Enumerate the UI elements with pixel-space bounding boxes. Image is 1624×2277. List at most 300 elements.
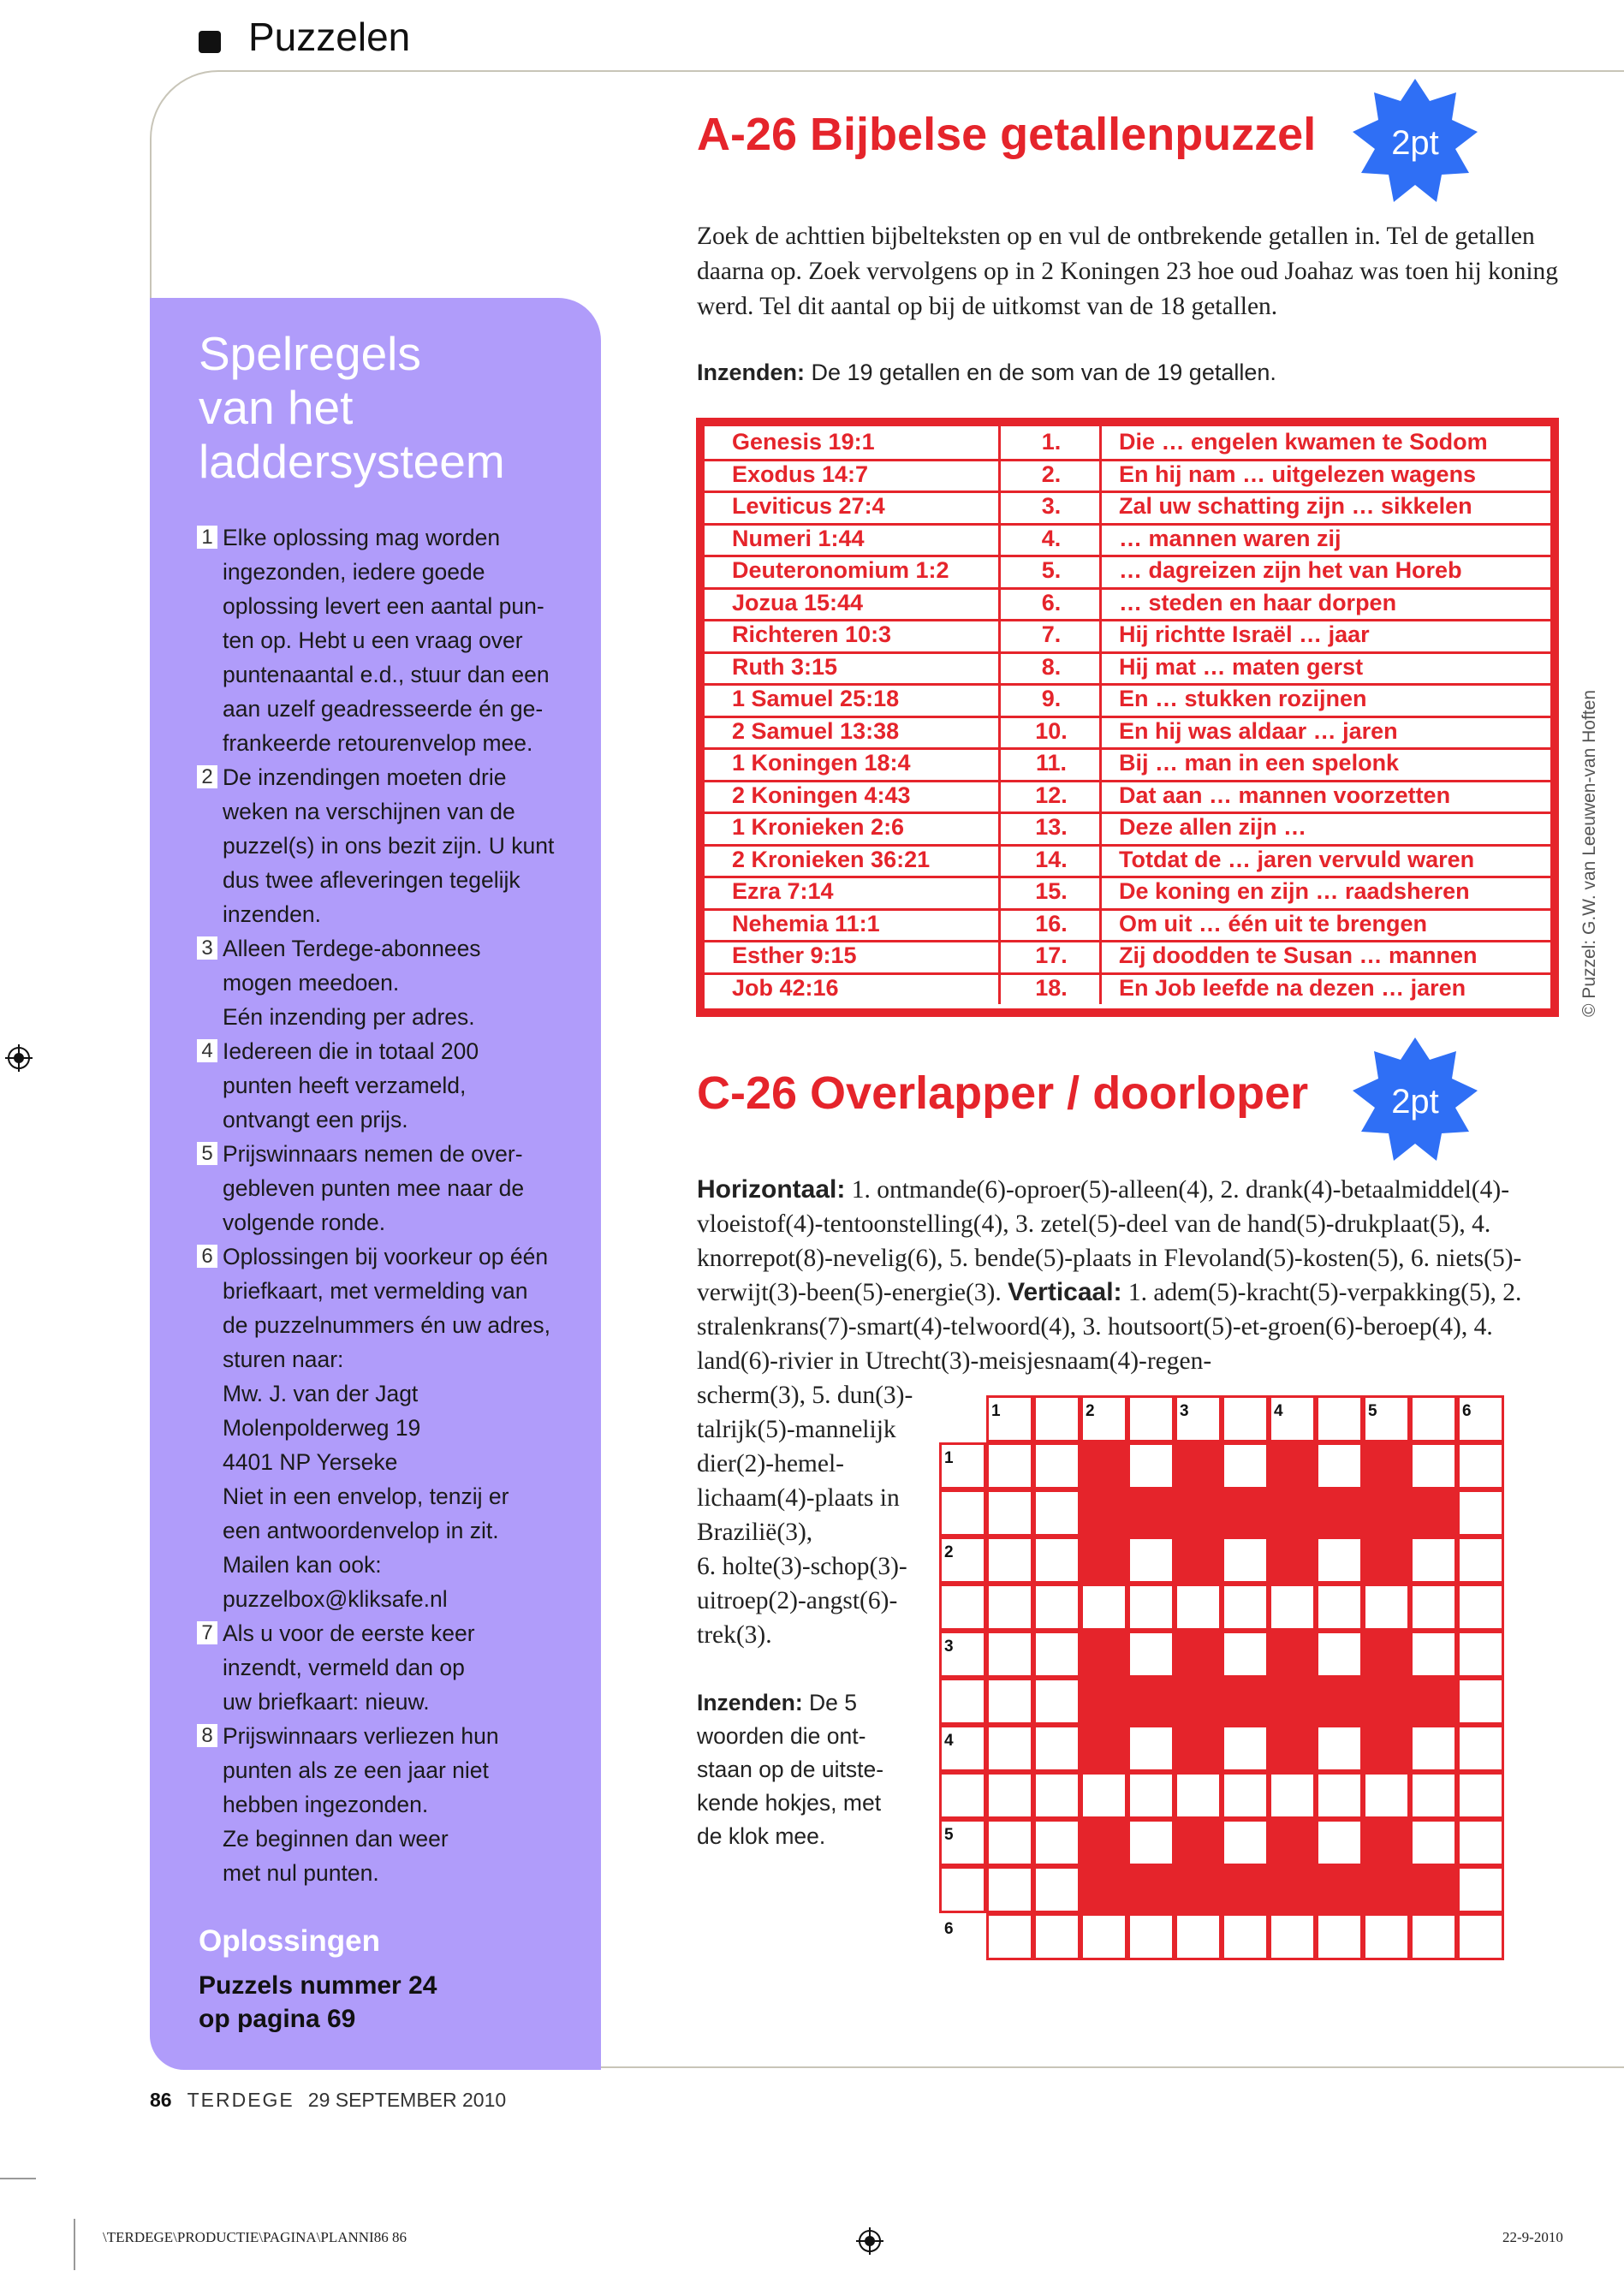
grid-cell xyxy=(986,1442,1033,1489)
grid-cell xyxy=(1175,1772,1222,1819)
table-row xyxy=(705,876,1550,911)
row-number: 15. xyxy=(1003,876,1102,908)
grid-cell xyxy=(1316,1725,1363,1772)
rule-text-line: weken na verschijnen van de xyxy=(223,799,515,824)
verse-fragment: En Job leefde na dezen … jaren xyxy=(1119,974,1466,1001)
grid-cell xyxy=(1033,1489,1080,1537)
grid-cell-shaded xyxy=(1410,1489,1457,1537)
rule-text-line: aan uzelf geadresseerde én ge- xyxy=(223,696,544,722)
grid-cell-shaded xyxy=(1363,1678,1410,1725)
row-number: 12. xyxy=(1003,780,1102,812)
grid-cell xyxy=(1316,1584,1363,1631)
vertical-clue-line: 6. holte(3)-schop(3)- xyxy=(697,1553,907,1580)
vertical-clue-line: lichaam(4)-plaats in xyxy=(697,1484,900,1512)
grid-cell xyxy=(1316,1442,1363,1489)
verse-fragment: Bij … man in een spelonk xyxy=(1119,750,1400,776)
grid-cell xyxy=(1033,1631,1080,1678)
rule-text-line: mogen meedoen. xyxy=(223,970,400,996)
vertical-clue-line: uitroep(2)-angst(6)- xyxy=(697,1587,898,1614)
column-number: 6 xyxy=(1462,1402,1472,1420)
rule-text-line: inzendt, vermeld dan op xyxy=(223,1655,465,1680)
grid-cell xyxy=(1222,1442,1269,1489)
grid-cell xyxy=(1222,1913,1269,1960)
rule-text-line: puntenaantal e.d., stuur dan een xyxy=(223,662,550,687)
grid-cell xyxy=(1080,1772,1127,1819)
grid-cell xyxy=(939,1678,986,1725)
grid-cell-shaded xyxy=(1410,1866,1457,1913)
rule-text-line: Niet in een envelop, tenzij er xyxy=(223,1483,509,1509)
grid-cell-shaded xyxy=(1080,1725,1127,1772)
grid-cell-shaded xyxy=(1080,1489,1127,1537)
row-number: 9. xyxy=(1003,683,1102,716)
verse-fragment: Deze allen zijn … xyxy=(1119,814,1307,840)
grid-cell-shaded xyxy=(1080,1819,1127,1866)
rule-text-line: Ze beginnen dan weer xyxy=(223,1826,449,1852)
c26-submit-line: kende hokjes, met xyxy=(697,1790,882,1816)
grid-cell xyxy=(986,1631,1033,1678)
grid-cell-shaded xyxy=(1363,1725,1410,1772)
column-number: 4 xyxy=(1274,1402,1283,1420)
bible-reference: 2 Kronieken 36:21 xyxy=(705,844,1001,877)
rule-text-line: de puzzelnummers én uw adres, xyxy=(223,1312,550,1338)
row-number: 6 xyxy=(944,1920,954,1938)
vertical-clues-continued xyxy=(697,1378,924,1652)
grid-cell-shaded xyxy=(1269,1866,1316,1913)
grid-cell xyxy=(939,1584,986,1631)
c26-points-badge xyxy=(1351,1036,1479,1164)
grid-cell xyxy=(1127,1442,1175,1489)
grid-cell-shaded xyxy=(1316,1866,1363,1913)
grid-cell-shaded xyxy=(1316,1489,1363,1537)
a26-points-badge xyxy=(1351,77,1479,205)
grid-cell xyxy=(1033,1442,1080,1489)
grid-cell xyxy=(939,1772,986,1819)
table-row xyxy=(705,780,1550,815)
bible-reference: 2 Koningen 4:43 xyxy=(705,780,1001,812)
bible-number-table xyxy=(696,418,1559,1017)
table-row xyxy=(705,619,1550,654)
verse-fragment: En hij nam … uitgelezen wagens xyxy=(1119,461,1477,487)
table-row xyxy=(705,716,1550,751)
rule-number: 7 xyxy=(197,1621,217,1644)
grid-cell-shaded xyxy=(1175,1725,1222,1772)
c26-submit-text: De 5 xyxy=(802,1690,858,1715)
grid-cell xyxy=(1080,1584,1127,1631)
grid-cell-shaded xyxy=(1269,1678,1316,1725)
row-number: 5. xyxy=(1003,555,1102,587)
puzzle-credit: © Puzzel: G.W. van Leeuwen-van Hoften xyxy=(1579,690,1599,1017)
rule-text-line: Elke oplossing mag worden xyxy=(223,525,501,550)
grid-cell xyxy=(1127,1913,1175,1960)
grid-cell-shaded xyxy=(1080,1631,1127,1678)
grid-cell-shaded xyxy=(1363,1489,1410,1537)
grid-cell-shaded xyxy=(1175,1489,1222,1537)
grid-cell xyxy=(1410,1819,1457,1866)
grid-cell-shaded xyxy=(1175,1537,1222,1584)
grid-cell xyxy=(1316,1913,1363,1960)
rule-text-line: Molenpolderweg 19 xyxy=(223,1415,421,1441)
rule-text-line: hebben ingezonden. xyxy=(223,1792,429,1817)
bible-reference: Numeri 1:44 xyxy=(705,523,1001,556)
rule-text-line: volgende ronde. xyxy=(223,1210,386,1235)
grid-cell xyxy=(1269,1913,1316,1960)
rule-text-line: dus twee afleveringen tegelijk xyxy=(223,867,521,893)
print-date: 22-9-2010 xyxy=(1502,2229,1563,2245)
rule-text-line: sturen naar: xyxy=(223,1347,344,1372)
grid-cell xyxy=(1033,1866,1080,1913)
grid-cell-shaded xyxy=(1363,1631,1410,1678)
grid-cell xyxy=(1033,1913,1080,1960)
row-number: 4. xyxy=(1003,523,1102,556)
row-number: 3 xyxy=(944,1638,954,1656)
grid-cell xyxy=(1175,1913,1222,1960)
table-row xyxy=(705,426,1550,461)
grid-cell-shaded xyxy=(1127,1489,1175,1537)
issue-date: 29 SEPTEMBER 2010 xyxy=(307,2089,507,2111)
grid-cell xyxy=(1127,1584,1175,1631)
grid-cell-shaded xyxy=(1269,1537,1316,1584)
bible-reference: Job 42:16 xyxy=(705,972,1001,1005)
a26-badge-text: 2pt xyxy=(1391,124,1439,162)
grid-cell xyxy=(1222,1537,1269,1584)
grid-cell xyxy=(986,1678,1033,1725)
vertical-clue-line: dier(2)-hemel- xyxy=(697,1450,844,1477)
rule-number: 1 xyxy=(197,526,217,549)
rule-item xyxy=(195,760,572,931)
a26-submit-text: De 19 getallen en de som van de 19 getallen. xyxy=(805,360,1276,385)
rule-text-line: Mailen kan ook: xyxy=(223,1552,382,1578)
solutions-line: op pagina 69 xyxy=(199,2005,356,2033)
grid-cell-shaded xyxy=(1316,1678,1363,1725)
table-row xyxy=(705,490,1550,526)
grid-cell xyxy=(986,1537,1033,1584)
rule-number: 5 xyxy=(197,1142,217,1165)
section-title: Puzzelen xyxy=(248,15,411,59)
table-row xyxy=(705,844,1550,879)
vertical-clue-line: scherm(3), 5. dun(3)- xyxy=(697,1382,913,1409)
rule-text-line: puzzelbox@kliksafe.nl xyxy=(223,1586,448,1612)
row-number: 13. xyxy=(1003,812,1102,844)
grid-cell-shaded xyxy=(1175,1442,1222,1489)
vertical-clue-line: talrijk(5)-mannelijk xyxy=(697,1416,896,1443)
grid-cell xyxy=(1222,1819,1269,1866)
a26-instructions: Zoek de achttien bijbelteksten op en vul de ontbrekende getallen in. Tel de getallen daarna op. Zoek vervolgens op in 2 Koningen 23 hoe oud Joahaz was toen hij koning werd. Tel dit aantal op bij de uitkomst van de 18 getallen. xyxy=(697,223,1559,320)
grid-cell xyxy=(1222,1395,1269,1442)
grid-cell xyxy=(1033,1395,1080,1442)
grid-cell-shaded xyxy=(1175,1678,1222,1725)
table-row xyxy=(705,555,1550,590)
bible-reference: 1 Koningen 18:4 xyxy=(705,747,1001,780)
bible-reference: Leviticus 27:4 xyxy=(705,490,1001,523)
column-number: 5 xyxy=(1368,1402,1377,1420)
verse-fragment: Zij doodden te Susan … mannen xyxy=(1119,942,1478,968)
rule-text-line: Prijswinnaars nemen de over- xyxy=(223,1141,523,1167)
rule-text-line: De inzendingen moeten drie xyxy=(223,764,507,790)
rule-text-line: 4401 NP Yerseke xyxy=(223,1449,398,1475)
grid-cell xyxy=(1033,1725,1080,1772)
grid-cell xyxy=(1410,1537,1457,1584)
section-bullet xyxy=(199,31,221,53)
rule-item xyxy=(195,1034,572,1137)
grid-cell xyxy=(1410,1584,1457,1631)
rule-text-line: ten op. Hebt u een vraag over xyxy=(223,627,523,653)
grid-cell xyxy=(1457,1913,1504,1960)
row-number: 5 xyxy=(944,1826,954,1844)
crop-mark xyxy=(74,2219,75,2270)
bible-reference: Ruth 3:15 xyxy=(705,651,1001,684)
solutions-line: Puzzels nummer 24 xyxy=(199,1971,437,2000)
grid-cell-shaded xyxy=(1222,1678,1269,1725)
horizontal-label: Horizontaal: xyxy=(697,1175,846,1204)
bible-reference: Exodus 14:7 xyxy=(705,459,1001,491)
verse-fragment: De koning en zijn … raadsheren xyxy=(1119,878,1470,904)
a26-submit-label: Inzenden: xyxy=(697,360,805,385)
table-row xyxy=(705,940,1550,975)
row-number: 1. xyxy=(1003,426,1102,459)
grid-cell xyxy=(986,1913,1033,1960)
rule-item xyxy=(195,1719,572,1890)
table-row xyxy=(705,747,1550,782)
grid-cell xyxy=(1269,1584,1316,1631)
verse-fragment: Hij richtte Israël … jaar xyxy=(1119,621,1370,647)
rule-text-line: Als u voor de eerste keer xyxy=(223,1620,475,1646)
grid-cell-shaded xyxy=(1410,1678,1457,1725)
verse-fragment: Om uit … één uit te brengen xyxy=(1119,910,1428,936)
grid-cell xyxy=(986,1819,1033,1866)
rules-title-line: Spelregels xyxy=(199,327,421,380)
table-row xyxy=(705,908,1550,943)
rules-title xyxy=(199,327,592,489)
column-number: 1 xyxy=(991,1402,1001,1420)
c26-submit-line xyxy=(697,1686,919,1720)
rule-number: 6 xyxy=(197,1245,217,1268)
grid-cell-shaded xyxy=(1222,1866,1269,1913)
verse-fragment: … dagreizen zijn het van Horeb xyxy=(1119,557,1462,583)
c26-submit-line: de klok mee. xyxy=(697,1823,826,1849)
grid-cell xyxy=(986,1772,1033,1819)
rule-text-line: Prijswinnaars verliezen hun xyxy=(223,1723,499,1749)
rule-text-line: Iedereen die in totaal 200 xyxy=(223,1038,479,1064)
rule-text-line: Mw. J. van der Jagt xyxy=(223,1381,419,1406)
grid-cell xyxy=(1269,1772,1316,1819)
grid-cell-shaded xyxy=(1127,1678,1175,1725)
rules-title-line: van het xyxy=(199,381,354,434)
grid-cell xyxy=(986,1584,1033,1631)
grid-cell-shaded xyxy=(1269,1631,1316,1678)
grid-cell xyxy=(1175,1584,1222,1631)
grid-cell xyxy=(1033,1537,1080,1584)
page-footer xyxy=(150,2089,506,2112)
rule-text-line: Oplossingen bij voorkeur op één xyxy=(223,1244,549,1269)
grid-cell-shaded xyxy=(1363,1819,1410,1866)
grid-cell xyxy=(1410,1631,1457,1678)
a26-submit-instructions xyxy=(697,360,1276,386)
rules-title-line: laddersysteem xyxy=(199,435,505,488)
bible-reference: Jozua 15:44 xyxy=(705,587,1001,620)
grid-cell-shaded xyxy=(1269,1489,1316,1537)
grid-cell xyxy=(1316,1537,1363,1584)
rule-number: 2 xyxy=(197,765,217,788)
grid-cell xyxy=(1410,1772,1457,1819)
crop-mark xyxy=(0,2178,36,2179)
c26-submit-instructions xyxy=(697,1686,919,1853)
row-number: 11. xyxy=(1003,747,1102,780)
grid-cell-shaded xyxy=(1269,1725,1316,1772)
rule-item xyxy=(195,520,572,760)
grid-cell xyxy=(1033,1584,1080,1631)
verse-fragment: Hij mat … maten gerst xyxy=(1119,653,1364,680)
rule-text-line: met nul punten. xyxy=(223,1860,379,1886)
grid-cell xyxy=(1222,1725,1269,1772)
grid-cell-shaded xyxy=(1175,1819,1222,1866)
verse-fragment: Die … engelen kwamen te Sodom xyxy=(1119,429,1488,455)
grid-cell xyxy=(1127,1819,1175,1866)
vertical-clues: 1. adem(5)-kracht(5)-verpakking(5), 2. stralenkrans(7)-smart(4)-telwoord(4), 3. houtsoort(5)-et-groen(6)-beroep(4), 4. land(6)-rivier in Utrecht(3)-meisjesnaam(4)-regen- xyxy=(697,1279,1522,1375)
verse-fragment: Totdat de … jaren vervuld waren xyxy=(1119,846,1475,872)
rule-text-line: ontvangt een prijs. xyxy=(223,1107,408,1133)
grid-cell-shaded xyxy=(1363,1537,1410,1584)
a26-title: A-26 Bijbelse getallenpuzzel xyxy=(697,109,1317,160)
row-number: 2. xyxy=(1003,459,1102,491)
verse-fragment: Dat aan … mannen voorzetten xyxy=(1119,782,1451,808)
grid-cell-shaded xyxy=(1080,1537,1127,1584)
column-number: 2 xyxy=(1086,1402,1095,1420)
row-number: 1 xyxy=(944,1449,954,1467)
horizontal-clues: 1. ontmande(6)-oproer(5)-alleen(4), 2. drank(4)-betaalmiddel(4)-vloeistof(4)-tentoonstelling(4), 3. zetel(5)-deel van de hand(5)-drukplaat(5), 4. knorrepot(8)-nevelig(6), 5. bende(5)-plaats in Flevoland(5)-kosten(5), 6. niets(5)-verwijt(3)-been(5)-energie(3). xyxy=(697,1176,1522,1306)
rule-item xyxy=(195,931,572,1034)
grid-cell xyxy=(1127,1631,1175,1678)
grid-cell-shaded xyxy=(1363,1442,1410,1489)
grid-cell-shaded xyxy=(1080,1442,1127,1489)
grid-cell xyxy=(1457,1772,1504,1819)
grid-cell xyxy=(1127,1772,1175,1819)
grid-cell xyxy=(1410,1395,1457,1442)
grid-cell xyxy=(1457,1819,1504,1866)
vertical-clue-line: Brazilië(3), xyxy=(697,1519,813,1546)
grid-cell xyxy=(1316,1631,1363,1678)
solutions-text xyxy=(199,1969,437,2036)
grid-cell xyxy=(1127,1395,1175,1442)
grid-cell xyxy=(1363,1913,1410,1960)
table-row xyxy=(705,587,1550,622)
grid-cell xyxy=(1127,1537,1175,1584)
c26-title: C-26 Overlapper / doorloper xyxy=(697,1067,1309,1119)
c26-badge-text: 2pt xyxy=(1391,1083,1439,1121)
rule-text-line: Eén inzending per adres. xyxy=(223,1004,475,1030)
grid-cell xyxy=(1457,1631,1504,1678)
grid-cell xyxy=(986,1866,1033,1913)
grid-cell xyxy=(1457,1584,1504,1631)
bible-reference: Deuteronomium 1:2 xyxy=(705,555,1001,587)
grid-cell xyxy=(1316,1395,1363,1442)
registration-mark-icon xyxy=(856,2227,883,2255)
verse-fragment: … steden en haar dorpen xyxy=(1119,589,1397,615)
rules-list xyxy=(195,520,572,1890)
grid-cell xyxy=(1410,1442,1457,1489)
c26-submit-label: Inzenden: xyxy=(697,1690,803,1715)
bible-reference: 1 Kronieken 2:6 xyxy=(705,812,1001,844)
page-number: 86 xyxy=(150,2089,172,2111)
c26-submit-line: woorden die ont- xyxy=(697,1723,866,1749)
row-number: 17. xyxy=(1003,940,1102,972)
row-number: 7. xyxy=(1003,619,1102,651)
row-number: 3. xyxy=(1003,490,1102,523)
grid-cell xyxy=(1410,1913,1457,1960)
grid-cell-shaded xyxy=(1269,1819,1316,1866)
rule-text-line: inzenden. xyxy=(223,901,321,927)
grid-cell xyxy=(1080,1913,1127,1960)
bible-reference: Ezra 7:14 xyxy=(705,876,1001,908)
column-number: 3 xyxy=(1180,1402,1189,1420)
bible-reference: Richteren 10:3 xyxy=(705,619,1001,651)
grid-cell xyxy=(1127,1725,1175,1772)
grid-cell xyxy=(1457,1678,1504,1725)
rule-text-line: briefkaart, met vermelding van xyxy=(223,1278,528,1304)
grid-cell xyxy=(1457,1489,1504,1537)
rule-number: 8 xyxy=(197,1724,217,1747)
table-row xyxy=(705,972,1550,1005)
rule-text-line: ingezonden, iedere goede xyxy=(223,559,485,585)
rule-text-line: Alleen Terdege-abonnees xyxy=(223,936,481,961)
row-number: 14. xyxy=(1003,844,1102,877)
row-number: 10. xyxy=(1003,716,1102,748)
grid-cell-shaded xyxy=(1080,1866,1127,1913)
c26-submit-line: staan op de uitste- xyxy=(697,1757,884,1782)
rule-text-line: punten heeft verzameld, xyxy=(223,1073,467,1098)
verse-fragment: En … stukken rozijnen xyxy=(1119,686,1367,711)
bible-reference: 1 Samuel 25:18 xyxy=(705,683,1001,716)
rule-text-line: een antwoordenvelop in zit. xyxy=(223,1518,499,1543)
rule-text-line: frankeerde retourenvelop mee. xyxy=(223,730,533,756)
grid-cell xyxy=(1033,1678,1080,1725)
grid-cell xyxy=(1033,1772,1080,1819)
rule-text-line: punten als ze een jaar niet xyxy=(223,1757,489,1783)
verse-fragment: … mannen waren zij xyxy=(1119,525,1341,551)
rule-text-line: oplossing levert een aantal pun- xyxy=(223,593,544,619)
registration-mark-icon xyxy=(5,1044,33,1072)
print-slug: \TERDEGE\PRODUCTIE\PAGINA\PLANNI86 86 xyxy=(103,2229,407,2245)
grid-cell xyxy=(1316,1772,1363,1819)
bible-reference: Genesis 19:1 xyxy=(705,426,1001,459)
bible-reference: 2 Samuel 13:38 xyxy=(705,716,1001,748)
grid-cell xyxy=(986,1725,1033,1772)
grid-cell xyxy=(1222,1631,1269,1678)
grid-cell-shaded xyxy=(1080,1678,1127,1725)
rule-number: 4 xyxy=(197,1039,217,1062)
grid-cell-shaded xyxy=(1175,1866,1222,1913)
grid-cell xyxy=(986,1489,1033,1537)
vertical-label: Verticaal: xyxy=(1008,1278,1122,1306)
row-number: 2 xyxy=(944,1543,954,1561)
bible-reference: Nehemia 11:1 xyxy=(705,908,1001,941)
vertical-clue-line: trek(3). xyxy=(697,1621,772,1649)
table-row xyxy=(705,459,1550,494)
magazine-name: TERDEGE xyxy=(187,2089,294,2111)
grid-cell-shaded xyxy=(1363,1866,1410,1913)
table-row xyxy=(705,812,1550,847)
c26-clues xyxy=(697,1173,1562,1378)
row-number: 4 xyxy=(944,1732,954,1750)
row-number: 6. xyxy=(1003,587,1102,620)
table-row xyxy=(705,651,1550,687)
rule-number: 3 xyxy=(197,936,217,960)
grid-cell-shaded xyxy=(1222,1489,1269,1537)
row-number: 8. xyxy=(1003,651,1102,684)
grid-cell xyxy=(1457,1866,1504,1913)
rule-item xyxy=(195,1616,572,1719)
grid-cell xyxy=(1222,1772,1269,1819)
table-row xyxy=(705,683,1550,718)
